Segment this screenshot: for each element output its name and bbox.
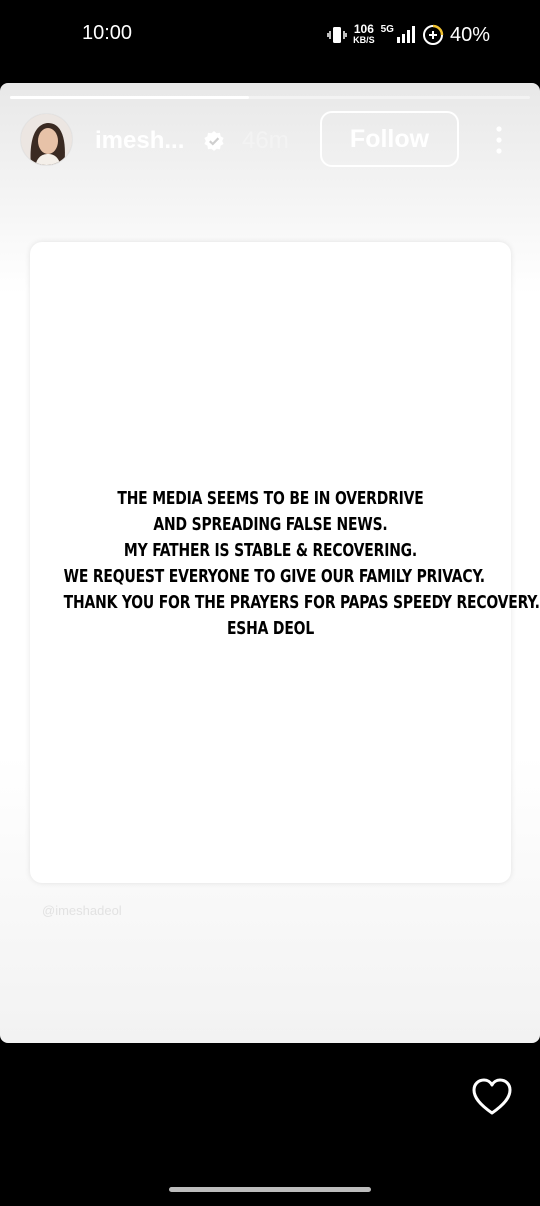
battery-percent: 40%: [449, 23, 490, 46]
avatar[interactable]: [20, 113, 73, 166]
statement-text: [30, 486, 540, 642]
verified-badge-icon: [203, 130, 225, 152]
statement-line: THANK YOU FOR THE PRAYERS FOR PAPAS SPEEDY RECOVERY.: [63, 592, 540, 613]
statement-line: AND SPREADING FALSE NEWS.: [153, 514, 388, 535]
network-speed: [353, 24, 375, 46]
story-progress-bar: [10, 96, 530, 99]
statement-card: [30, 242, 540, 883]
follow-button[interactable]: Follow: [320, 111, 459, 167]
story-header: [0, 111, 540, 171]
story-progress-fill: [10, 96, 249, 99]
battery-saver-icon: [422, 24, 444, 46]
statement-line: MY FATHER IS STABLE & RECOVERING.: [123, 540, 418, 561]
profile-photo: [21, 114, 73, 166]
vibrate-icon: [327, 25, 347, 45]
speed-value: 106: [353, 22, 374, 36]
status-icons: [327, 22, 490, 48]
network-type: 5G: [380, 23, 394, 35]
story-viewer[interactable]: [0, 83, 540, 1043]
speed-unit: KB/S: [353, 35, 375, 45]
story-username[interactable]: imesh...: [95, 127, 185, 154]
status-time: 10:00: [82, 22, 133, 44]
heart-icon[interactable]: [471, 1077, 513, 1117]
more-vertical-icon[interactable]: [489, 125, 509, 155]
story-time-ago: 46m: [242, 127, 289, 154]
statement-line: ESHA DEOL: [226, 618, 315, 639]
story-mention[interactable]: @imeshadeol: [42, 903, 122, 918]
signal-icon: [396, 26, 416, 44]
statement-line: WE REQUEST EVERYONE TO GIVE OUR FAMILY PRIVACY.: [63, 566, 485, 587]
home-indicator[interactable]: [169, 1187, 371, 1192]
status-bar: [0, 0, 540, 70]
statement-line: THE MEDIA SEEMS TO BE IN OVERDRIVE: [117, 488, 424, 509]
